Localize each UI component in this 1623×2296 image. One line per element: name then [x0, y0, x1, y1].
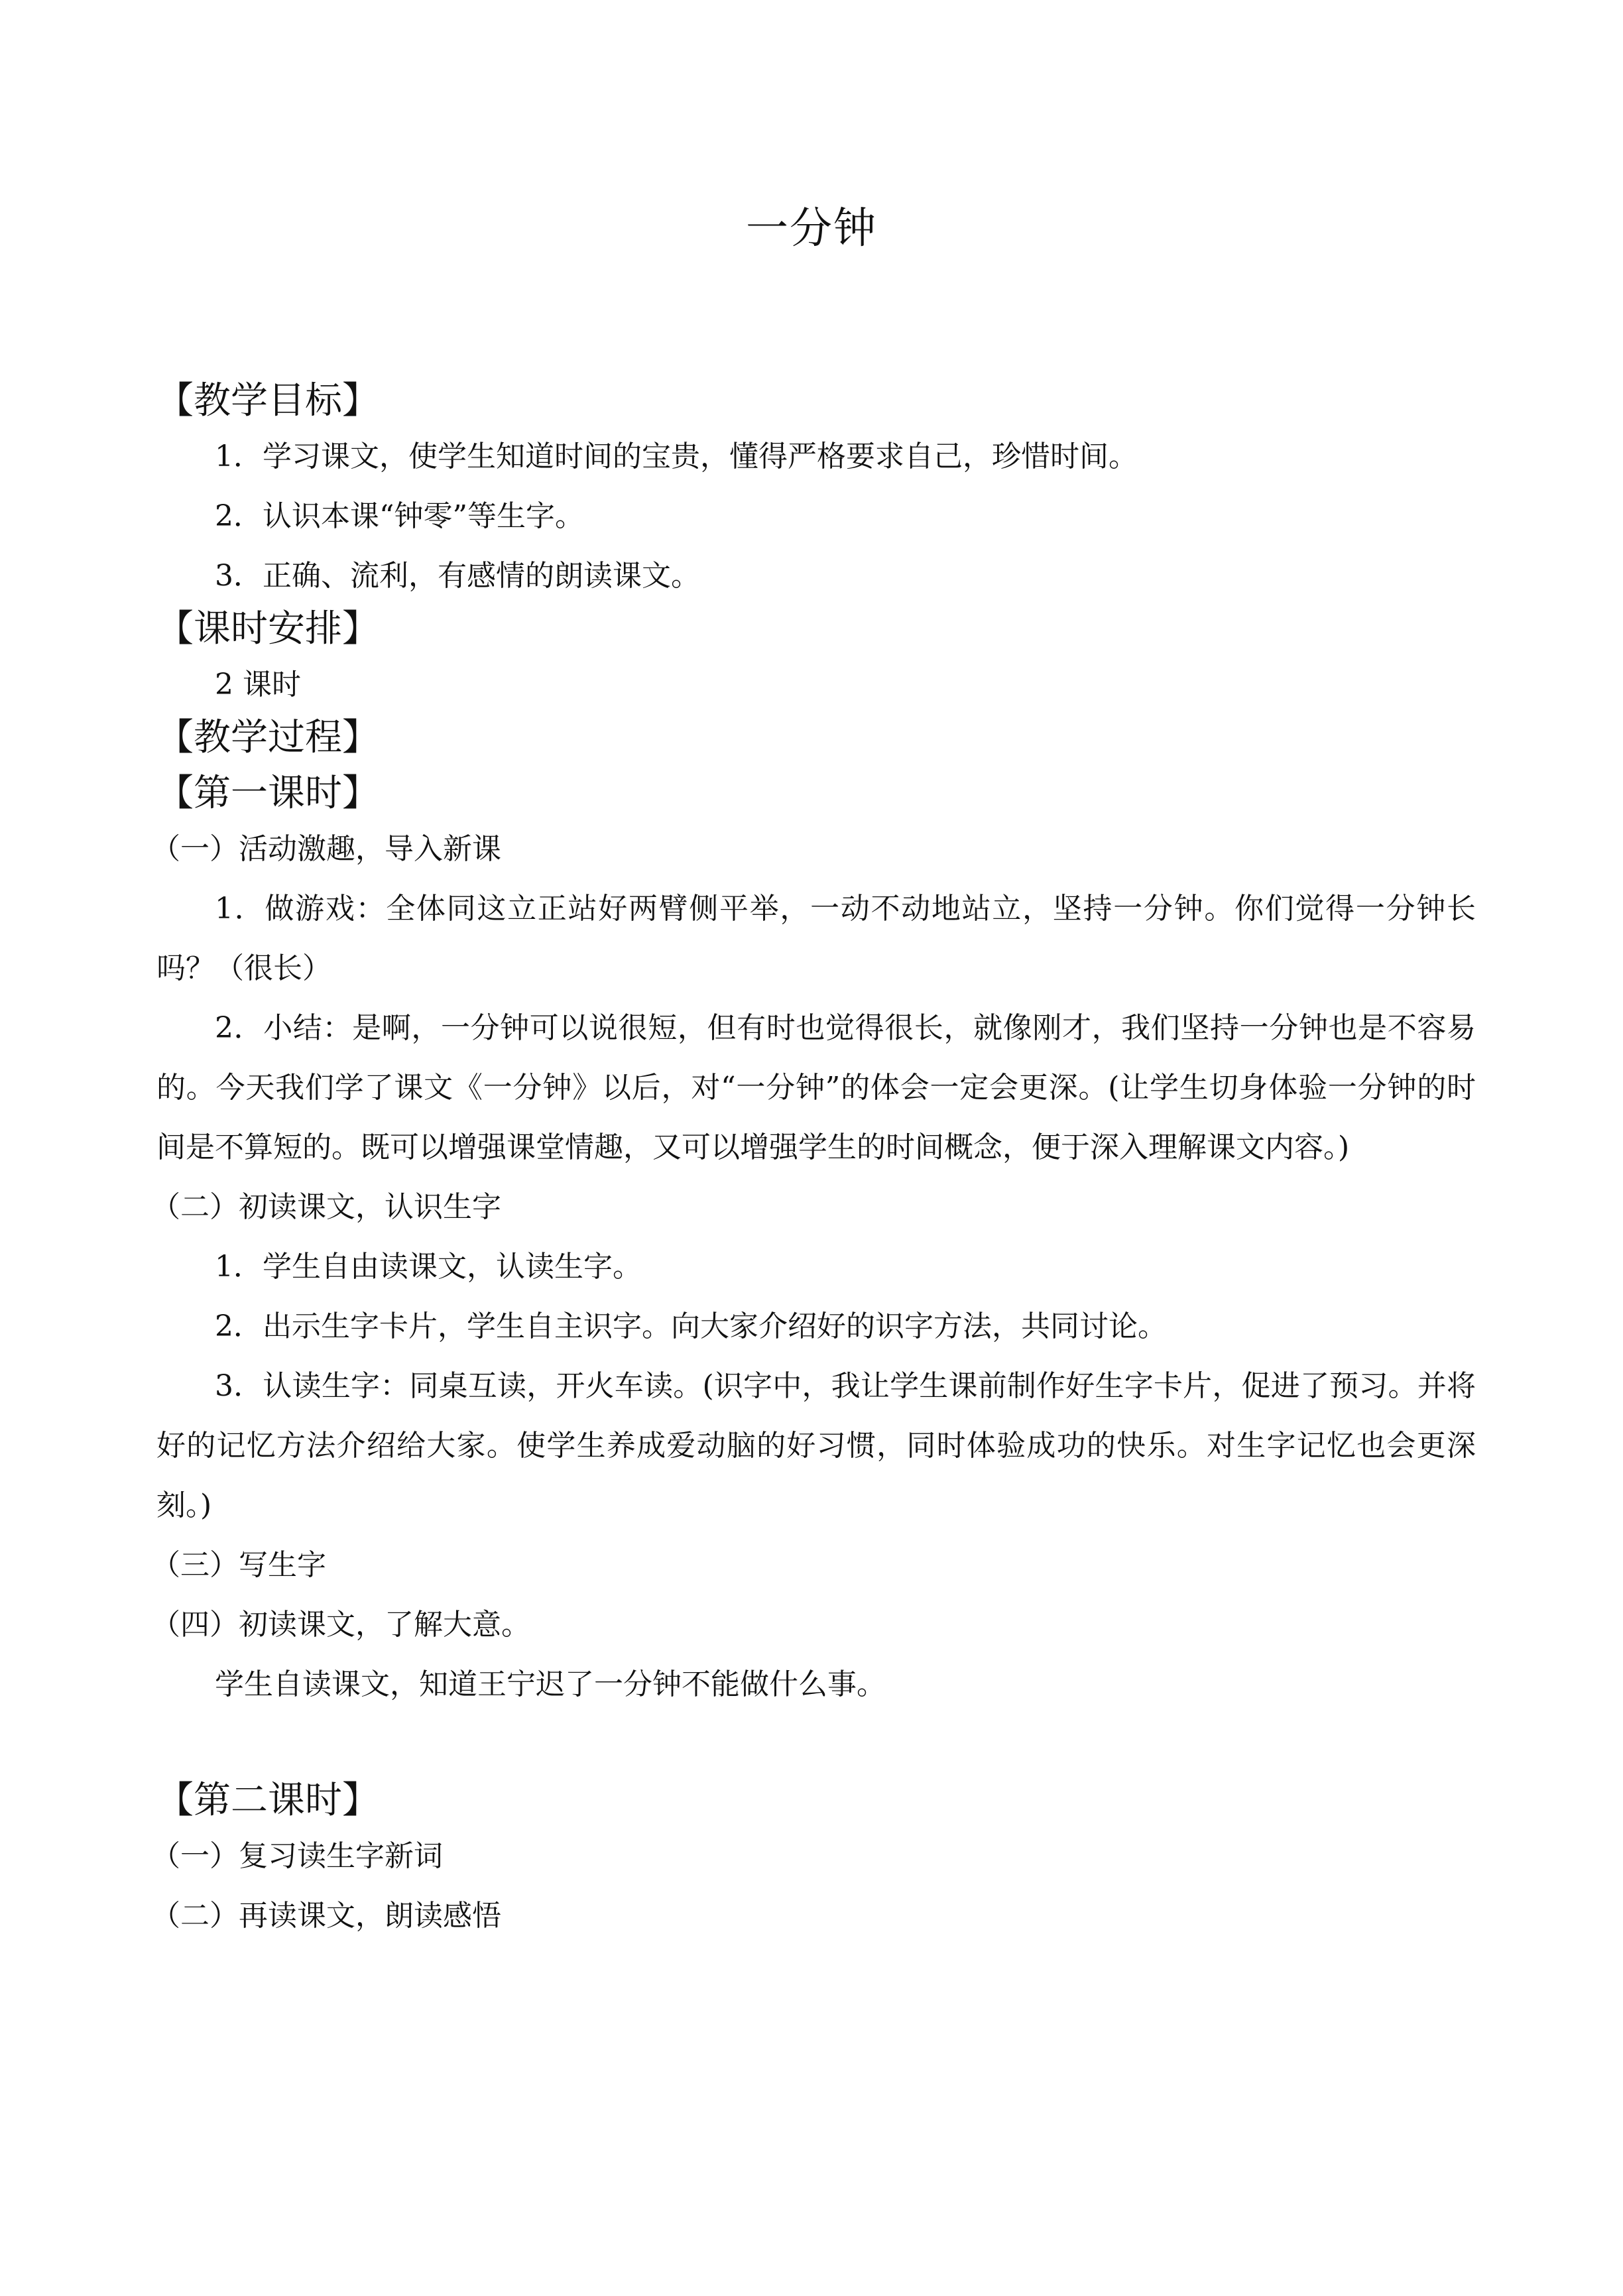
lesson1-part1-title: （一）活动激趣，导入新课: [151, 832, 501, 866]
lesson1-part2-item: 3．认读生字：同桌互读，开火车读。(识字中，我让学生课前制作好生字卡片，促进了预习。并将好的记忆方法介绍给大家。使学生养成爱动脑的好习惯，同时体验成功的快乐。对生字记忆也会更深刻。): [156, 1369, 1476, 1522]
lesson1-part3-title: （三）写生字: [151, 1548, 326, 1582]
lesson2-heading: 【第二课时】: [156, 1779, 379, 1822]
lesson1-heading: 【第一课时】: [156, 772, 379, 815]
lesson1-part1-item: 1．做游戏：全体同这立正站好两臂侧平举，一动不动地站立，坚持一分钟。你们觉得一分钟长吗？（很长）: [156, 892, 1476, 985]
objective-item: 3．正确、流利，有感情的朗读课文。: [215, 559, 700, 593]
lesson2-part2-title: （二）再读课文，朗读感悟: [151, 1899, 501, 1933]
objective-item: 1．学习课文，使学生知道时间的宝贵，懂得严格要求自己，珍惜时间。: [215, 440, 1138, 473]
lesson1-part2-title: （二）初读课文，认识生字: [151, 1190, 501, 1224]
lesson1-part4-title: （四）初读课文，了解大意。: [151, 1608, 530, 1642]
lesson1-part2-item: 1．学生自由读课文，认读生字。: [215, 1250, 642, 1284]
objectives-heading: 【教学目标】: [156, 379, 379, 422]
document-title: 一分钟: [746, 204, 877, 253]
schedule-heading: 【课时安排】: [156, 607, 379, 650]
schedule-text: 2 课时: [215, 668, 301, 701]
lesson1-part1-item: 2．小结：是啊，一分钟可以说很短，但有时也觉得很长，就像刚才，我们坚持一分钟也是不容易的。今天我们学了课文《一分钟》以后，对“一分钟”的体会一定会更深。(让学生切身体验一分钟的时间是不算短的。既可以增强课堂情趣，又可以增强学生的时间概念，便于深入理解课文内容。): [156, 1011, 1476, 1164]
objective-item: 2．认识本课“钟零”等生字。: [215, 499, 584, 533]
process-heading: 【教学过程】: [156, 716, 379, 759]
document-body: [151, 378, 1476, 1946]
lesson1-part2-item: 2．出示生字卡片，学生自主识字。向大家介绍好的识字方法，共同讨论。: [215, 1309, 1167, 1343]
lesson2-part1-title: （一）复习读生字新词: [151, 1839, 443, 1873]
lesson1-part4-text: 学生自读课文，知道王宁迟了一分钟不能做什么事。: [215, 1667, 886, 1701]
